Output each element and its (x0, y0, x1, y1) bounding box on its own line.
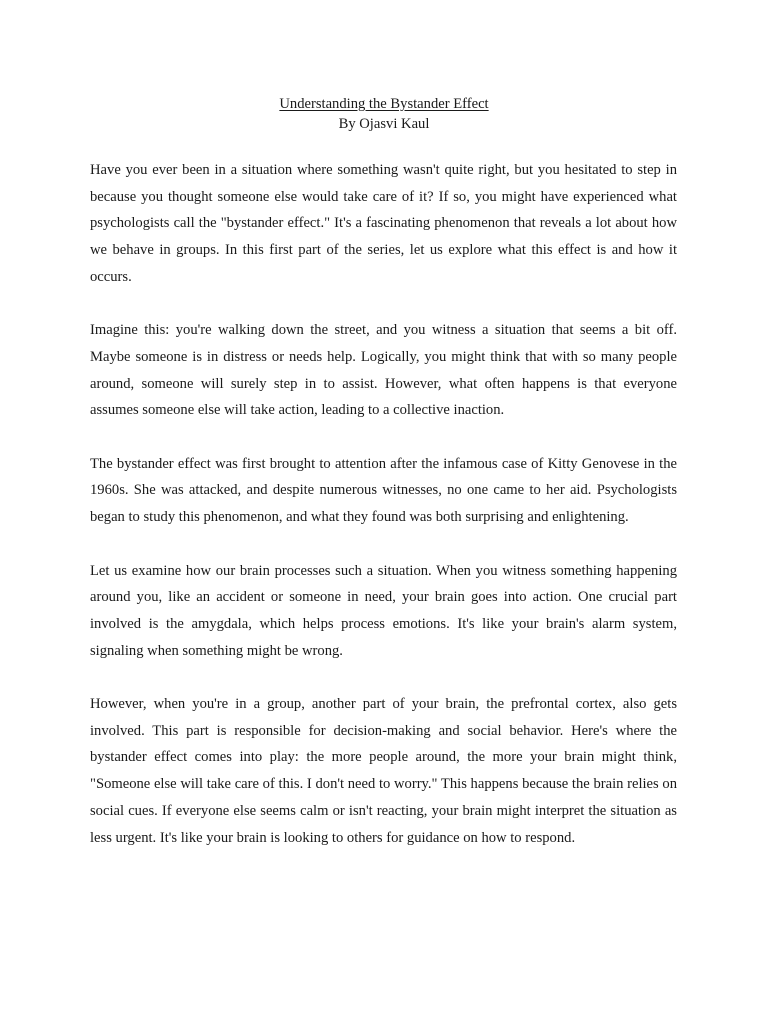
paragraph: Imagine this: you're walking down the street, and you witness a situation that seems a bit off. Maybe someone is in distress or needs help. Logically, you might think that with so many people around, someone will surely step in to assist. However, what often happens is that everyone assumes someone else will take action, leading to a collective inaction. (90, 322, 677, 419)
title-block (0, 94, 768, 134)
document-author: By Ojasvi Kaul (338, 116, 430, 132)
document-title: Understanding the Bystander Effect (279, 96, 489, 112)
paragraph: Have you ever been in a situation where something wasn't quite right, but you hesitated to step in because you thought someone else would take care of it? If so, you might have experienced what psychologists call the "bystander effect." It's a fascinating phenomenon that reveals a lot about how we behave in groups. In this first part of the series, let us explore what this effect is and how it occurs. (90, 162, 677, 285)
paragraph: However, when you're in a group, another part of your brain, the prefrontal cortex, also gets involved. This part is responsible for decision-making and social behavior. Here's where the bystander effect comes into play: the more people around, the more your brain might think, "Someone else will take care of this. I don't need to worry." This happens because the brain relies on social cues. If everyone else seems calm or isn't reacting, your brain might interpret the situation as less urgent. It's like your brain is looking to others for guidance on how to respond. (90, 696, 677, 846)
document-body (90, 157, 677, 878)
paragraph: The bystander effect was first brought to attention after the infamous case of Kitty Genovese in the 1960s. She was attacked, and despite numerous witnesses, no one came to her aid. Psychologists began to study this phenomenon, and what they found was both surprising and enlightening. (90, 455, 677, 526)
paragraph: Let us examine how our brain processes such a situation. When you witness something happening around you, like an accident or someone in need, your brain goes into action. One crucial part involved is the amygdala, which helps process emotions. It's like your brain's alarm system, signaling when something might be wrong. (90, 562, 677, 659)
